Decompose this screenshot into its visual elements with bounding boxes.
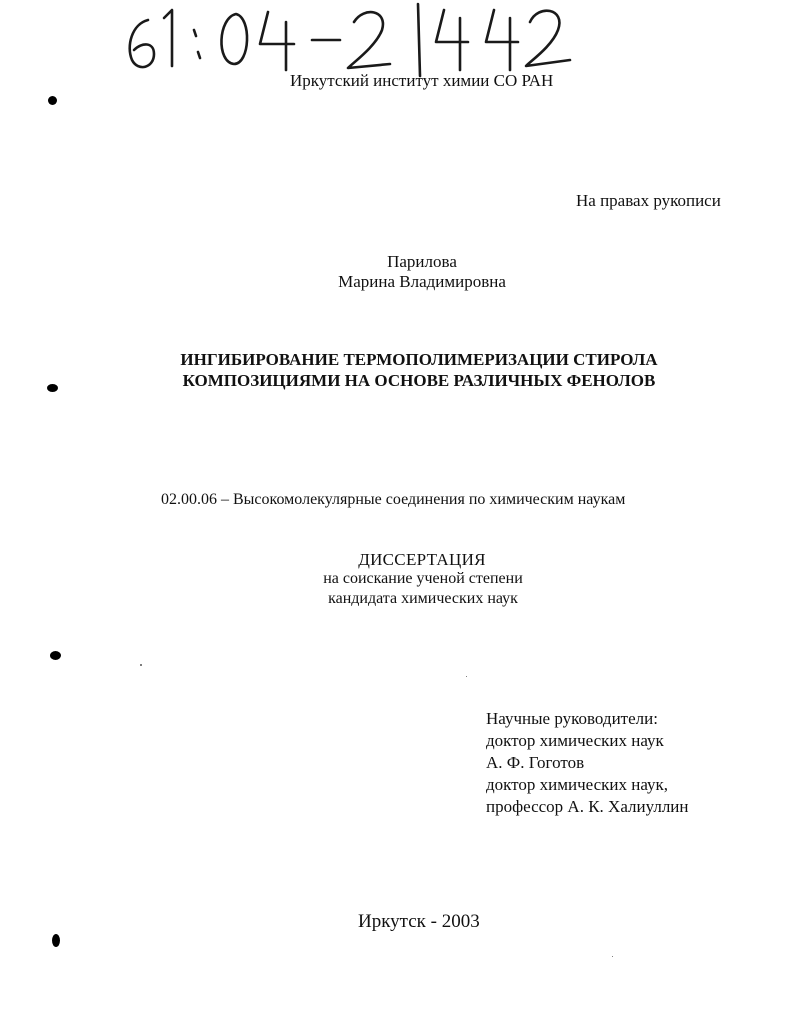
dissertation-heading: ДИССЕРТАЦИЯ — [358, 550, 486, 569]
advisor-1-degree: доктор химических наук — [486, 731, 664, 750]
dissertation-title-line-2: КОМПОЗИЦИЯМИ НА ОСНОВЕ РАЗЛИЧНЫХ ФЕНОЛОВ — [182, 371, 656, 390]
scientific-advisors — [486, 708, 689, 818]
scan-speck — [612, 956, 613, 957]
handwritten-archive-number — [118, 0, 598, 80]
binder-mark — [50, 651, 61, 660]
advisor-2-degree: доктор химических наук, — [486, 775, 669, 794]
place-and-year: Иркутск - 2003 — [358, 911, 480, 932]
rights-notice: На правах рукописи — [576, 191, 721, 210]
author-surname: Парилова — [387, 252, 457, 271]
advisor-1-name: А. Ф. Гоготов — [486, 753, 585, 772]
advisors-heading: Научные руководители: — [486, 709, 658, 728]
advisor-2-name: профессор А. К. Халиуллин — [486, 797, 689, 816]
binder-mark — [48, 96, 57, 105]
dissertation-title-line-1: ИНГИБИРОВАНИЕ ТЕРМОПОЛИМЕРИЗАЦИИ СТИРОЛА — [180, 350, 658, 369]
scan-speck — [466, 676, 467, 677]
degree-line-1: на соискание ученой степени — [323, 570, 523, 587]
binder-mark — [52, 934, 60, 947]
author-given-names: Марина Владимировна — [338, 272, 506, 291]
institute-name: Иркутский институт химии СО РАН — [290, 71, 554, 90]
scan-speck — [140, 664, 142, 666]
degree-line-2: кандидата химических наук — [328, 590, 518, 607]
specialty-code: 02.00.06 – Высокомолекулярные соединения по химическим наукам — [161, 491, 626, 508]
